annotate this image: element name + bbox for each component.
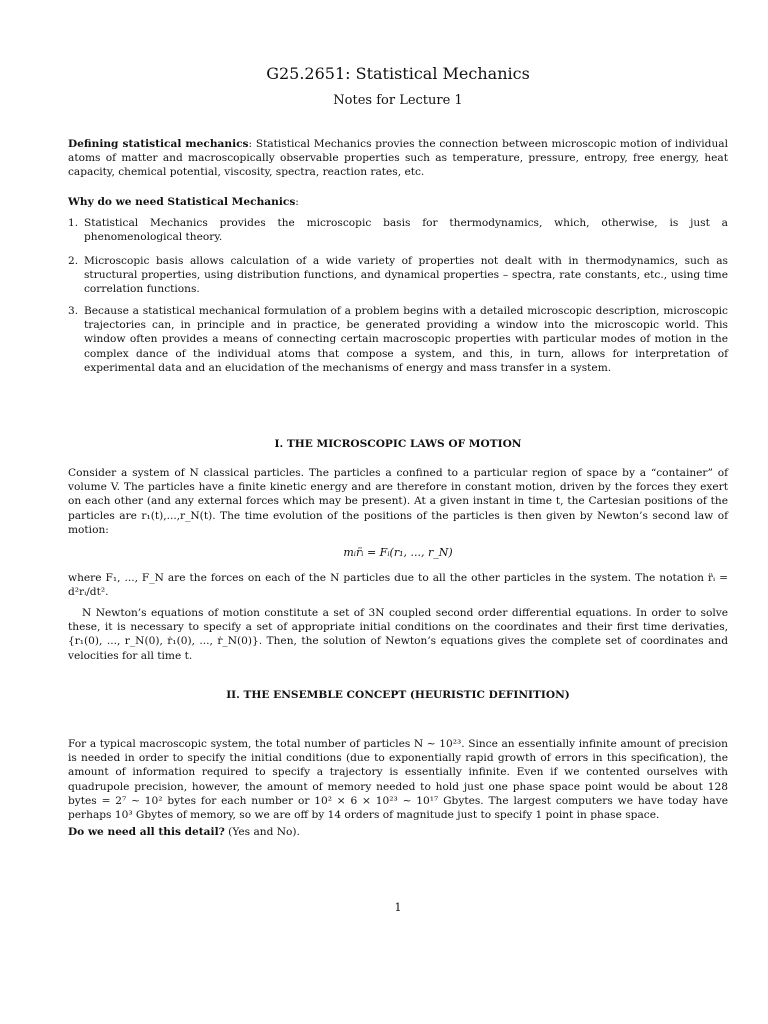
intro-term: Defining statistical mechanics	[68, 138, 249, 150]
answer-text: (Yes and No).	[224, 826, 300, 838]
document-subtitle: Notes for Lecture 1	[333, 93, 463, 108]
section1-paragraph-1: Consider a system of N classical particles. The particles a confined to a particular region of space by a “container” of volume V. The particles have a finite kinetic energy and are therefore in constant motion, driven by the forces they exert on each other (and any external forces which may be present). At a given instant in time t, the Cartesian positions of the particles are r₁(t),...,r_N(t). The time evolution of the positions of the particles is then given by Newton’s second law of motion:	[68, 467, 728, 536]
list-item	[68, 304, 728, 375]
list-item-text: Microscopic basis allows calculation of a wide variety of properties not dealt with in thermodynamics, such as structural properties, using distribution functions, and dynamical properties – spectra, rate constants, etc., using time correlation functions.	[84, 255, 728, 296]
intro-paragraph	[68, 137, 728, 180]
page-number: 1	[394, 901, 402, 914]
document-title: G25.2651: Statistical Mechanics	[266, 64, 530, 83]
list-item	[68, 254, 728, 297]
newton-equation: mᵢr̈ᵢ = Fᵢ(r₁, ..., r_N)	[343, 546, 453, 559]
why-heading-colon: :	[295, 196, 299, 208]
question-line	[68, 825, 728, 839]
why-heading-text: Why do we need Statistical Mechanics	[68, 196, 296, 208]
section-heading: II. THE ENSEMBLE CONCEPT (HEURISTIC DEFINITION)	[226, 689, 570, 701]
section-heading: I. THE MICROSCOPIC LAWS OF MOTION	[274, 438, 522, 450]
section2-paragraph-1: For a typical macroscopic system, the total number of particles N ∼ 10²³. Since an essentially infinite amount of precision is needed in order to specify the initial conditions (due to exponentially rapid growth of errors in this specification), the amount of information required to specify a trajectory is essentially infinite. Even if we contented ourselves with quadrupole precision, however, the amount of memory needed to hold just one phase space point would be about 128 bytes = 2⁷ ∼ 10² bytes for each number or 10² × 6 × 10²³ ∼ 10¹⁷ Gbytes. The largest computers we have today have perhaps 10³ Gbytes of memory, so we are off by 14 orders of magnitude just to specify 1 point in phase space.	[68, 738, 728, 822]
list-item-text: Because a statistical mechanical formulation of a problem begins with a detailed microscopic description, microscopic trajectories can, in principle and in practice, be generated providing a window into the microscopic world. This window often provides a means of connecting certain macroscopic properties with particular modes of motion in the complex dance of the individual atoms that compose a system, and this, in turn, allows for interpretation of experimental data and an elucidation of the mechanisms of energy and mass transfer in a system.	[84, 305, 728, 374]
intro-text: : Statistical Mechanics provies the connection between microscopic motion of individual atoms of matter and macroscopically observable properties such as temperature, pressure, entropy, free energy, heat capacity, chemical potential, viscosity, spectra, reaction rates, etc.	[68, 138, 728, 179]
section1-paragraph-2: where F₁, ..., F_N are the forces on each of the N particles due to all the other particles in the system. The notation r̈ᵢ = d²rᵢ/dt².	[68, 572, 728, 599]
list-number: 3.	[68, 305, 79, 317]
why-heading	[68, 195, 728, 209]
question-text: Do we need all this detail?	[68, 826, 225, 838]
section1-paragraph-3: N Newton’s equations of motion constitute a set of 3N coupled second order differential equations. In order to solve these, it is necessary to specify a set of appropriate initial conditions on the coordinates and their first time derivaties, {r₁(0), ..., r_N(0), ṙ₁(0), ..., ṙ_N(0)}. Then, the solution of Newton’s equations gives the complete set of coordinates and velocities for all time t.	[68, 607, 728, 662]
list-item-text: Statistical Mechanics provides the microscopic basis for thermodynamics, which, otherwise, is just a phenomenological theory.	[84, 217, 728, 244]
list-item	[68, 216, 728, 244]
list-number: 2.	[68, 255, 79, 267]
list-number: 1.	[68, 217, 79, 229]
